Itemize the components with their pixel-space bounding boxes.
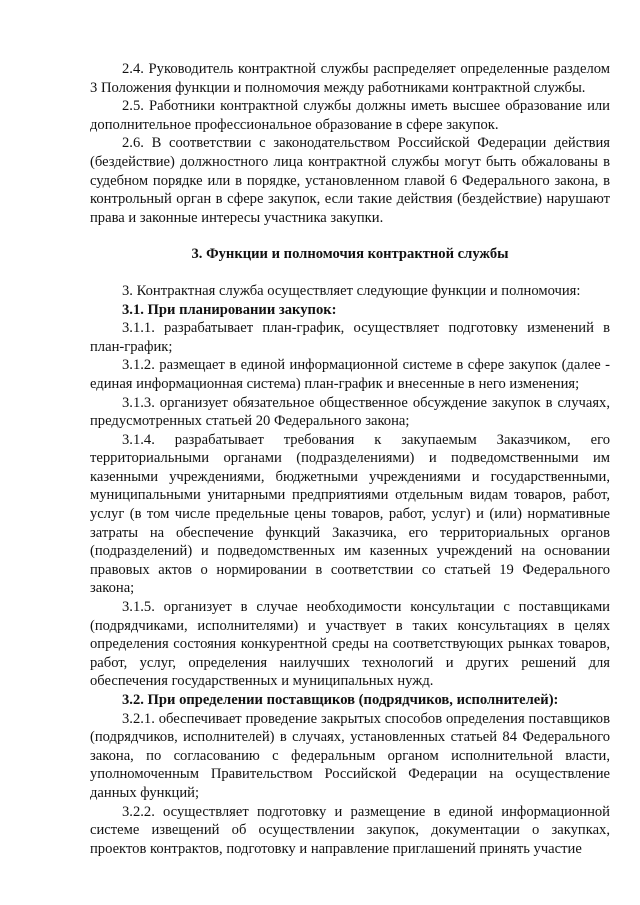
paragraph-2-4: 2.4. Руководитель контрактной службы распределяет определенные разделом 3 Положения функции и полномочия между работниками контрактной службы. xyxy=(90,61,610,96)
section-3-heading: 3. Функции и полномочия контрактной службы xyxy=(191,246,509,263)
paragraph-2-6: 2.6. В соответствии с законодательством Российской Федерации действия (бездействие) должностного лица контрактной службы могут быть обжалованы в судебном порядке или в порядке, установленном главой 6 Федерального закона, в контрольный орган в сфере закупок, если такие действия (бездействие) нарушают права и законные интересы участника закупки. xyxy=(90,135,610,226)
section-3-lead: 3. Контрактная служба осуществляет следующие функции и полномочия: xyxy=(122,282,581,299)
paragraph-2-5: 2.5. Работники контрактной службы должны иметь высшее образование или дополнительное профессиональное образование в сфере закупок. xyxy=(90,98,610,133)
subsection-3-2-heading: 3.2. При определении поставщиков (подрядчиков, исполнителей): xyxy=(122,692,559,708)
document-page xyxy=(90,60,610,858)
item-3-2-1: 3.2.1. обеспечивает проведение закрытых способов определения поставщиков (подрядчиков, исполнителей) в случаях, установленных статьей 84 Федерального закона, по согласованию с федеральным органом исполнительной власти, уполномоченным Правительством Российской Федерации на осуществление данных функций; xyxy=(90,710,610,801)
subsection-3-1-heading: 3.1. При планировании закупок: xyxy=(122,301,337,318)
section-spacer xyxy=(90,227,610,245)
item-3-1-1: 3.1.1. разрабатывает план-график, осуществляет подготовку изменений в план-график; xyxy=(90,320,610,355)
item-3-1-5: 3.1.5. организует в случае необходимости консультации с поставщиками (подрядчиками, исполнителями) и участвует в таких консультациях в целях определения состояния конкурентной среды на соответствующих рынках товаров, работ, услуг, определения наилучших технологий и других решений для обеспечения государственных и муниципальных нужд. xyxy=(90,599,610,690)
item-3-1-3: 3.1.3. организует обязательное общественное обсуждение закупок в случаях, предусмотренных статьей 20 Федерального закона; xyxy=(90,394,610,430)
item-3-1-2: 3.1.2. размещает в единой информационной системе в сфере закупок (далее - единая информационная система) план-график и внесенные в него изменения; xyxy=(90,357,610,392)
section-spacer xyxy=(90,264,610,282)
item-3-2-2: 3.2.2. осуществляет подготовку и размещение в единой информационной системе извещений об осуществлении закупок, документации о закупках, проектов контрактов, подготовку и направление приглашений принять участие xyxy=(90,803,610,857)
item-3-1-4: 3.1.4. разрабатывает требования к закупаемым Заказчиком, его территориальными органами (подразделениями) и подведомственными им казенными учреждениями, бюджетными учреждениями и государственными, муниципальными унитарными предприятиями отдельным видам товаров, работ, услуг (в том числе предельные цены товаров, работ, услуг) и (или) нормативные затраты на обеспечение функций Заказчика, его территориальных органов (подразделений) и подведомственных им казенных учреждений на основании правовых актов о нормировании в соответствии со статьей 19 Федерального закона; xyxy=(90,431,610,597)
